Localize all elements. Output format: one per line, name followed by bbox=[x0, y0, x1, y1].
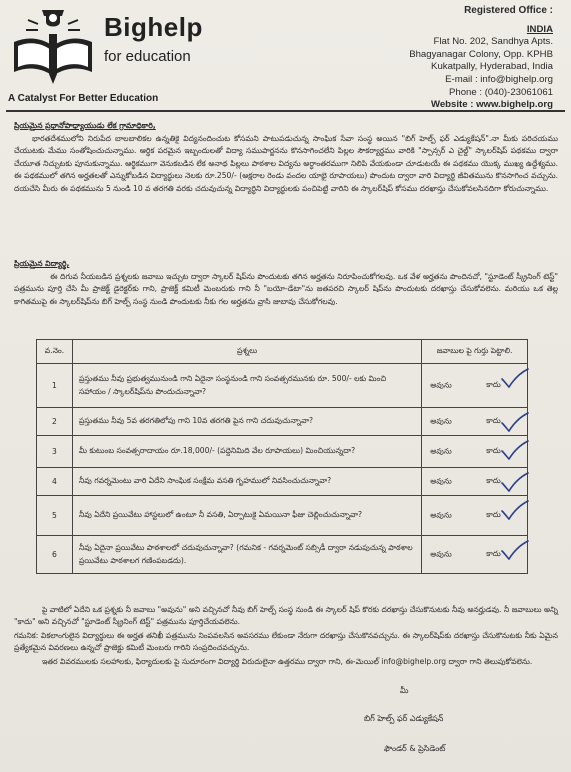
row-answer-cell[interactable] bbox=[422, 364, 528, 408]
book-lamp-logo-icon bbox=[8, 6, 98, 86]
brand-subtitle: for education bbox=[104, 48, 191, 65]
row-number: 1 bbox=[37, 364, 73, 408]
table-row bbox=[37, 536, 528, 574]
answer-yes-option[interactable]: అవును bbox=[430, 510, 452, 519]
registered-office-block bbox=[409, 5, 553, 112]
answer-no-option[interactable]: కాదు bbox=[486, 509, 501, 519]
signature-mark: మీ bbox=[400, 686, 409, 695]
signature-title: ఫౌండర్ & ప్రెసిడెంట్ bbox=[384, 744, 446, 753]
note-disabled-students: గమనిక: వికలాంగులైన విద్యార్థులు ఈ అర్హత తనిఖీ పత్రమును నింపవలసిన అవసరము లేకుండా నేరుగా దరఖాస్తు చేసుకొనవచ్చును. ఈ స్కాలర్‌షిప్‌కు దరఖాస్తు చేసుకొనుటకు నీకు ఏమైన ప్రత్యేకమైన వివరణలు ఉన్నచో ప్రాజెక్టు కమిటీ మెంబరు గారిని సంప్రదించవచ్చును. bbox=[14, 631, 558, 653]
row-question: మీ కుటుంబ సంవత్సరాదాయం రూ.18,000/- (పద్దెనిమిది వేల రూపాయలు) మించియున్నదా? bbox=[72, 436, 421, 468]
table-row bbox=[37, 408, 528, 436]
handwritten-tick-icon bbox=[500, 411, 530, 433]
row-answer-cell[interactable] bbox=[422, 408, 528, 436]
row-question: నీవు ఏదేని ప్రయివేటు హాస్టలులో ఉంటూ నీ వసతి, ఏర్పాటుకై ఏమయినా ఫీజు చెల్లించుచున్నావా? bbox=[72, 496, 421, 536]
row-answer-cell[interactable] bbox=[422, 436, 528, 468]
eligibility-table bbox=[36, 339, 528, 574]
office-website: Website : www.bighelp.org bbox=[430, 99, 553, 111]
handwritten-tick-icon bbox=[500, 471, 530, 493]
answer-yes-option[interactable]: అవును bbox=[430, 476, 452, 485]
table-row bbox=[37, 436, 528, 468]
letter-section-headmaster bbox=[14, 120, 558, 196]
table-row bbox=[37, 468, 528, 496]
office-address-line1: Flat No. 202, Sandhya Apts. bbox=[433, 36, 553, 48]
table-header-row bbox=[37, 340, 528, 364]
answer-no-option[interactable]: కాదు bbox=[486, 415, 501, 425]
paragraph-instructions: ఈ దిగువ నీయబడిన ప్రశ్నలకు జవాబు ఇచ్చుట ద్వారా స్కాలర్ షిప్‌ను పొందుటకు తగిన అర్హతను నిరూపించుకోగలవు. ఒక వేళ అర్హతను పొందినచో, "స్టూడెంట్ స్క్రీనింగ్ టెస్ట్" పత్రమును పూర్తి చేసి మీ ప్రాజెక్ట్ డైరెక్టర్‌కు గాని, ప్రాజెక్ట్ కమిటీ మెంబరుకు గాని నీ "బయో-డేటా"ను జతపరచి స్కాలర్ షిప్‌ను పొందుటకు దరఖాస్తు చేసుకోవలెను. మరియు ఒక తెల్ల కాగితముపై ఈ స్కాలర్‌షిప్‌ను బిగ్ హెల్ప్ సంస్థ నుండి పొందుటకు నీకు గల అర్హతను వ్రాసి జుబావు చేసుకోగలవు. bbox=[14, 271, 558, 306]
row-question: నీవు గవర్నమెంటు వారి ఏదేని సాంఘిక సంక్షేమ వసతి గృహములో నివసించుచున్నావా? bbox=[72, 468, 421, 496]
row-number: 3 bbox=[37, 436, 73, 468]
salutation-headmaster: ప్రియమైన ప్రధానోపాధ్యాయుడు లేక గ్రామాధికారి, bbox=[14, 121, 156, 130]
answer-yes-option[interactable]: అవును bbox=[430, 446, 452, 455]
header-divider bbox=[6, 110, 565, 112]
office-country: INDIA bbox=[526, 23, 553, 35]
note-eligibility: పై వాటిలో ఏదేని ఒక ప్రశ్నకు నీ జవాబు "అవును" అని వచ్చినచో నీవు బిగ్ హెల్ప్ సంస్థ నుండి ఈ స్కాలర్ షిప్ కొరకు దరఖాస్తు చేసుకొనుటకు నీవు అనర్హుడవు. నీ జవాబులు అన్ని "కాదు" అని వచ్చినచో "స్టూడెంట్ స్క్రీనింగ్ టెస్ట్" పత్రమును పూర్తిచేయవలెను. bbox=[14, 605, 558, 627]
handwritten-tick-icon bbox=[500, 499, 530, 521]
table-row bbox=[37, 364, 528, 408]
letter-section-student bbox=[14, 258, 558, 308]
answer-no-option[interactable]: కాదు bbox=[486, 379, 501, 389]
answer-no-option[interactable]: కాదు bbox=[486, 445, 501, 455]
row-number: 5 bbox=[37, 496, 73, 536]
row-answer-cell[interactable] bbox=[422, 468, 528, 496]
office-address-line3: Kukatpally, Hyderabad, India bbox=[431, 61, 553, 73]
row-answer-cell[interactable] bbox=[422, 536, 528, 574]
answer-no-option[interactable]: కాదు bbox=[486, 475, 501, 485]
answer-yes-option[interactable]: అవును bbox=[430, 380, 452, 389]
office-address-line2: Bhagyanagar Colony, Opp. KPHB bbox=[409, 48, 553, 60]
answer-yes-option[interactable]: అవును bbox=[430, 416, 452, 425]
office-email: E-mail : info@bighelp.org bbox=[445, 73, 553, 85]
handwritten-tick-icon bbox=[500, 439, 530, 461]
handwritten-tick-icon bbox=[500, 539, 530, 561]
answer-yes-option[interactable]: అవును bbox=[430, 549, 452, 558]
salutation-student: ప్రియమైన విద్యార్థి, bbox=[14, 259, 70, 268]
note-contact: ఇతర వివరములకు సలహాలకు, ఫిర్యాదులకు పై సుదూరంగా విద్యార్థి విరుదులైనా ఉత్తరము ద్వారా గాని, ఈ-మెయిల్ info@bighelp.org ద్వారా గాని తెలుపుకోవలెను. bbox=[42, 657, 533, 666]
column-header-answer: జవాబుల పై గుర్తు పెట్టాలి. bbox=[422, 340, 528, 364]
row-number: 4 bbox=[37, 468, 73, 496]
signature-org: బిగ్ హెల్ప్ ఫర్ ఎడ్యుకేషన్ bbox=[364, 714, 444, 723]
office-phone: Phone : (040)-23061061 bbox=[448, 86, 553, 98]
answer-no-option[interactable]: కాదు bbox=[486, 548, 501, 558]
table-row bbox=[37, 496, 528, 536]
paragraph-intro: భారతదేశములోని నిరుపేద బాలబాలికల ఉన్నతికై విద్యనందించుట కోసమని పాటుపడుచున్న సాంఘిక సేవా సంస్థ అయిన "బిగ్ హెల్ప్ ఫర్ ఎడ్యుకేషన్".నా మీకు పరిచయము చేయుటకు మేము సంతోషించుచున్నాము. ఆర్థిక పరమైన ఇబ్బందులతో విద్యా సముపార్జనను కొనసాగించలేని పిల్లల సౌకర్యార్థము వారికి "స్పాన్సర్ ఎ చైల్డ్" స్కాలర్‌షిప్ పథకము ద్వారా చేయూత నిచ్చుటకు పూనుకున్నాము. ఆర్థికముగా వెనుకబడిన లేక అనాథ పిల్లలు పాఠశాల విద్యను అర్ధాంతరముగా నిలిపి వేయకుండా చూడుటయే ఈ పథకము యొక్క ముఖ్య ఉద్దేశ్యము. ఈ పథకములో తగిన అర్హతలతో ఎన్నుకోబడిన విద్యార్థులు నెలకు రూ.250/- (అక్షరాల రెండు వందల యాభై రూపాయలు) పొందుట ద్వారా వారి విద్యార్థి జీవితమును కొనసాగించ వచ్చును. దయచేసి మీరు ఈ పథకమును 5 నుండి 10 వ తరగతి వరకు చదువుచున్న విద్యార్థిని విద్యార్థులకు పంచిపెట్టి వారిని ఈ స్కాలర్‌షిప్ కోసము దరఖాస్తు చేసుకోవలసినదిగా కోరుచున్నాము. bbox=[14, 133, 558, 193]
row-question: ప్రస్తుతము నీవు 5వ తరగతిలోపు గాని 10వ తరగతి పైన గాని చదువుచున్నావా? bbox=[72, 408, 421, 436]
row-question: ప్రస్తుతము నీవు ప్రభుత్వమునుండి గాని ఏదైనా సంస్థనుండి గాని సంవత్సరమునకు రూ. 500/- లకు మించి సహాయం / స్కాలర్‌షిప్‌ను పొందుచున్నావా? bbox=[72, 364, 421, 408]
column-header-number: వ.నెం. bbox=[37, 340, 73, 364]
row-answer-cell[interactable] bbox=[422, 496, 528, 536]
brand-name: Bighelp bbox=[104, 12, 203, 42]
row-number: 6 bbox=[37, 536, 73, 574]
row-number: 2 bbox=[37, 408, 73, 436]
office-label: Registered Office : bbox=[464, 5, 553, 16]
column-header-question: ప్రశ్నలు bbox=[72, 340, 421, 364]
handwritten-tick-icon bbox=[500, 367, 530, 389]
tagline: A Catalyst For Better Education bbox=[8, 93, 159, 104]
row-question: నీవు ఏదైనా ప్రయివేటు పాఠశాలలో చదువుచున్నావా? (గమనిక - గవర్నమెంట్ సబ్సిడీ ద్వారా నడుపుచున్న పాఠశాల ప్రయివేటు పాఠశాలగ గణింపబడదు). bbox=[72, 536, 421, 574]
